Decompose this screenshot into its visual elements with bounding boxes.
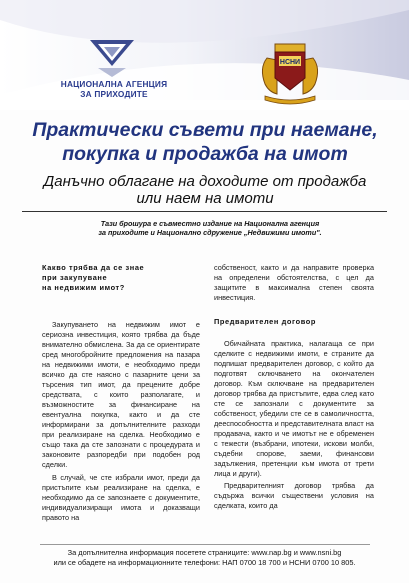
subtitle-line1: Данъчно облагане на доходите от продажба [43, 173, 367, 190]
right-paragraph-2: Предварителният договор трябва да съдържа всички съществени условия на сделката, които да [214, 481, 374, 510]
agency-name-line2: ЗА ПРИХОДИТЕ [80, 89, 148, 99]
agency-name [44, 79, 184, 99]
title-line1: Практически съвети при наемане, [32, 119, 378, 141]
footer-divider [40, 544, 370, 545]
left-heading-line3: на недвижим имот? [42, 283, 125, 292]
left-paragraph-1: Закупуването на недвижим имот е сериозна инвестиция, която трябва да бъде внимателно обмислена. За да се ориентирате сред многобройните предложения на пазара на недвижими имоти, е необходимо преди всичко да сте наясно с пазарните цени за търсения тип имот, да прецените добре средствата, с които разполагате, и възможностите за финансиране на евентуална покупка, както и да сте информирани за допълнителните разходи при реализиране на сделка. Необходимо е също така да сте запознати с процедурата и законовите разпоредби при подобен род сделки. [42, 320, 200, 469]
agency-name-line1: НАЦИОНАЛНА АГЕНЦИЯ [60, 79, 168, 89]
left-heading-line2: при закупуване [42, 273, 108, 282]
left-paragraph-2: В случай, че сте избрали имот, преди да пристъпите към реализиране на сделка, е необходимо да се запознаете с документите, индивидуализиращи имота и доказващи правото на [42, 473, 200, 522]
nsni-abbr-text: НСНИ [279, 59, 301, 66]
footer-line1: За допълнителна информация посетете страниците: www.nap.bg и www.nsni.bg [67, 548, 342, 557]
left-column-body [42, 320, 200, 526]
subtitle-line2: или наем на имоти [136, 190, 274, 207]
nsni-crest-logo [255, 40, 325, 106]
right-column [214, 263, 374, 513]
page-title [20, 118, 390, 166]
right-paragraph-top: собственост, както и да направите проверка на определени обстоятелства, с цел да защитите в максимална степен своята инвестиция. [214, 263, 374, 302]
brochure-note-line1: Тази брошура е съвместно издание на Национална агенция [100, 219, 320, 228]
divider [22, 211, 387, 212]
page-subtitle [20, 173, 390, 207]
brochure-note [50, 219, 370, 237]
title-line2: покупка и продажба на имот [62, 143, 348, 165]
left-heading-line1: Какво трябва да се знае [42, 263, 145, 272]
right-heading: Предварителен договор [214, 317, 316, 326]
left-heading [42, 263, 200, 293]
nap-logo-icon [88, 38, 136, 78]
right-paragraph-1: Обичайната практика, налагаща се при сделките с недвижими имоти, е страните да подпишат предварителен договор, с който да подготвят сключването на окончателен договор. Към сключване на предварителен договор трябва да пристъпите, едва след като сте се запознали с документите за собственост, убедили сте се в самоличността, дееспособността и представителната власт на продавача, както и че имотът не е обременен с тежести (възбрани, ипотеки, искови молби, съдебни спорове, заеми, финансови задължения, претенции към имота от трети лица и други). [214, 339, 374, 478]
footer-contact [18, 548, 391, 568]
brochure-note-line2: за приходите и Национално сдружение „Недвижими имоти". [98, 228, 322, 237]
footer-line2: или се обадете на информационните телефони: НАП 0700 18 700 и НСНИ 0700 10 805. [53, 558, 356, 567]
